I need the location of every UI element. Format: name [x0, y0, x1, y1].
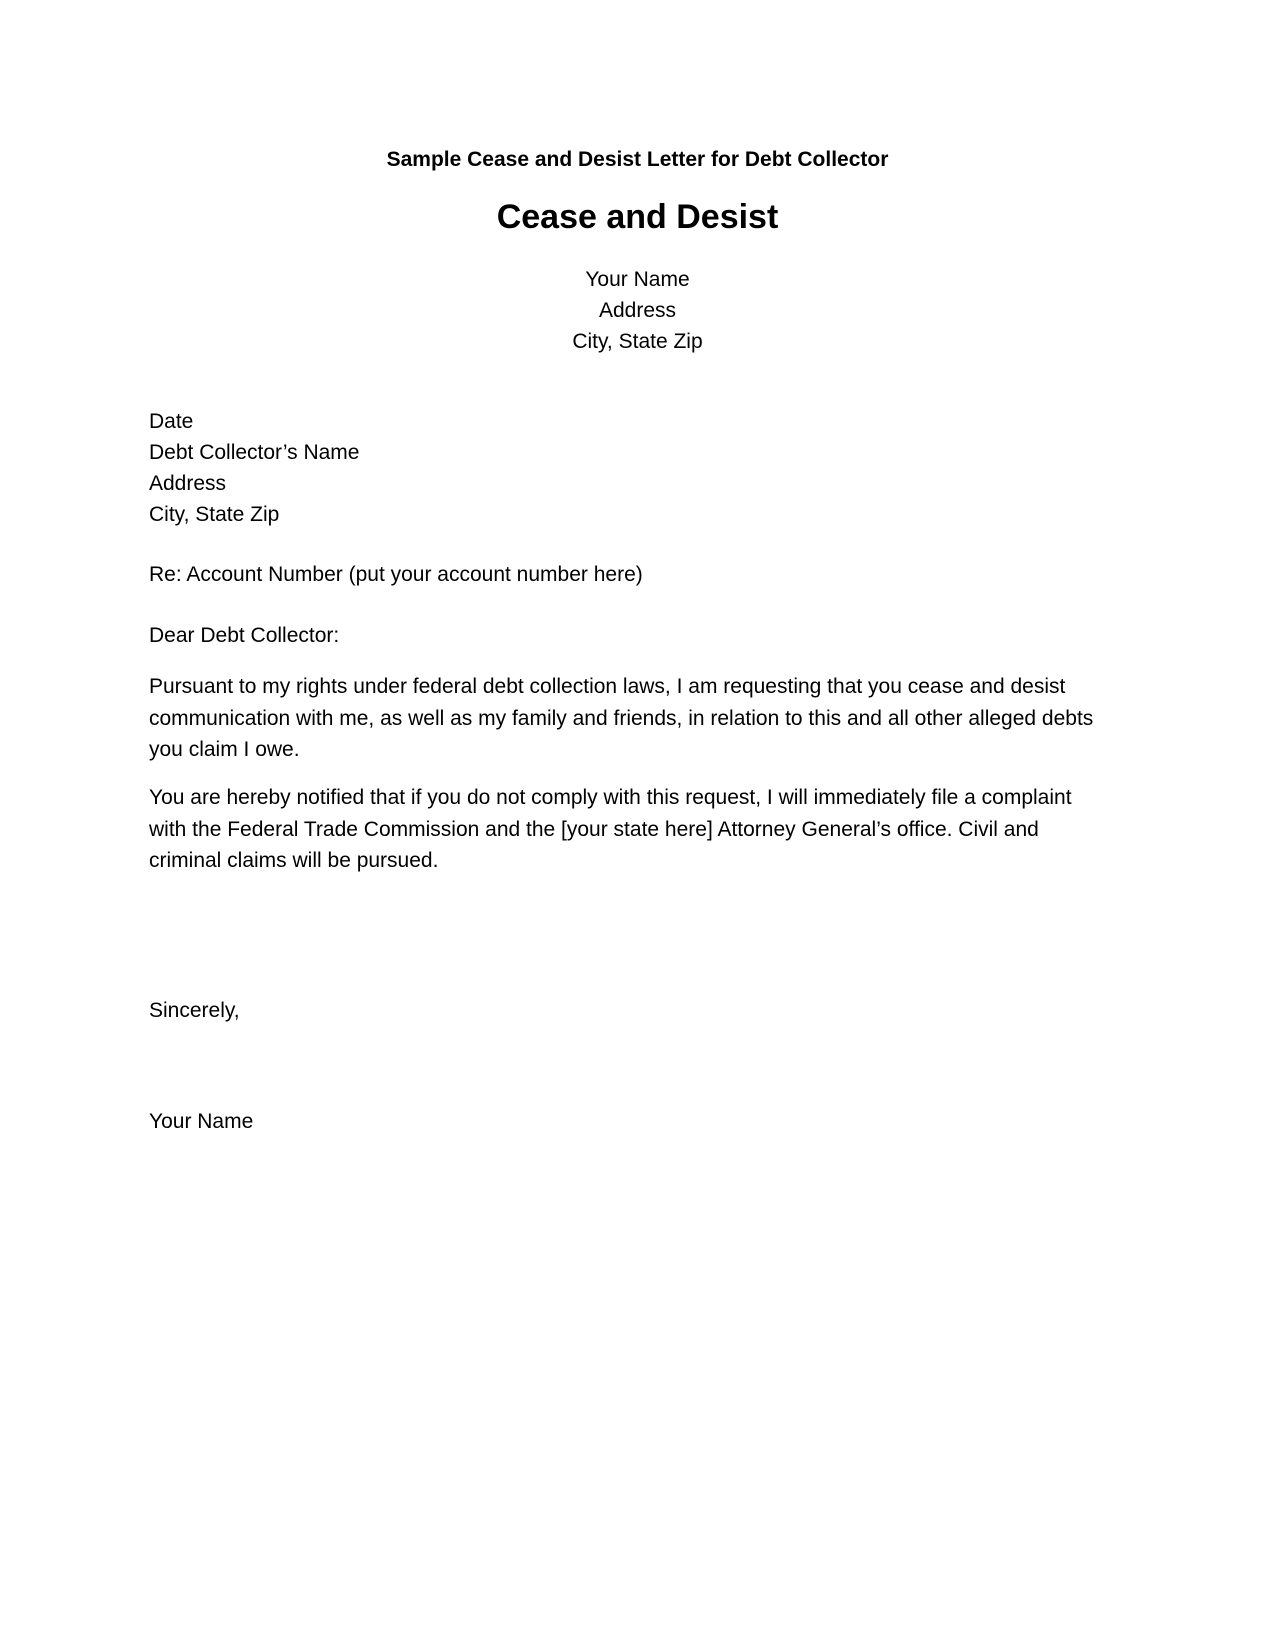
closing: Sincerely, [149, 999, 240, 1022]
body-paragraph-1 [149, 671, 1109, 766]
paragraph-line: communication with me, as well as my family and friends, in relation to this and all other alleged debts [149, 706, 1094, 730]
letter-date: Date [149, 410, 194, 433]
recipient-city-state-zip: City, State Zip [149, 503, 280, 526]
re-line: Re: Account Number (put your account number here) [149, 563, 643, 586]
body-paragraph-2 [149, 782, 1109, 877]
recipient-address: Address [149, 472, 227, 495]
sender-name: Your Name [585, 268, 690, 291]
salutation: Dear Debt Collector: [149, 624, 340, 647]
sender-address: Address [598, 299, 677, 322]
paragraph-line: criminal claims will be pursued. [149, 849, 439, 872]
document-title: Cease and Desist [496, 198, 779, 236]
paragraph-line: you claim I owe. [149, 738, 300, 761]
document-subtitle: Sample Cease and Desist Letter for Debt Collector [386, 148, 889, 171]
paragraph-line: Pursuant to my rights under federal debt collection laws, I am requesting that you cease and desist [149, 675, 1066, 698]
recipient-block [149, 406, 1109, 530]
recipient-name: Debt Collector’s Name [149, 441, 360, 464]
paragraph-line: You are hereby notified that if you do not comply with this request, I will immediately file a complaint [149, 786, 1072, 809]
sender-city-state-zip: City, State Zip [572, 330, 703, 353]
signature-name: Your Name [149, 1110, 254, 1133]
paragraph-line: with the Federal Trade Commission and the [your state here] Attorney General’s office. Civil and [149, 817, 1039, 841]
